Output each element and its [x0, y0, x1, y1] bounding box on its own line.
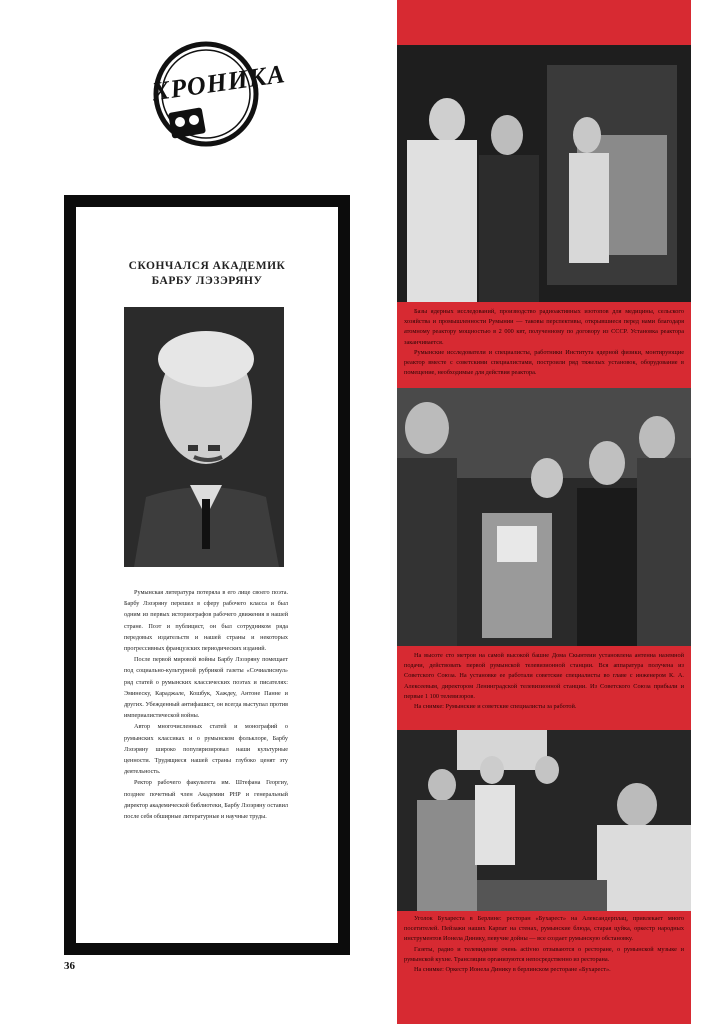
reactor-caption — [404, 307, 684, 378]
caption-paragraph: На снимке: Румынские и советские специалисты за работой. — [414, 703, 577, 711]
television-caption — [404, 651, 684, 712]
chronicle-title: ХРОНИКА — [150, 58, 288, 107]
obituary-paragraph: После первой мировой войны Барбу Лэзэряну помещает под социально-культурной рубрикой газеты «Сочиалисмул» ряд статей о румынских классических поэтах и писателях: Эминеску, Караджале, Кошбук, Хаждеу, Антоне Панне и других. Убежденный антифашист, он всегда выступал против империалистической войны. — [124, 656, 288, 720]
obituary-title-line1: СКОНЧАЛСЯ АКАДЕМИК — [128, 260, 286, 272]
obituary-paragraph: Автор многочисленных статей и монографий о румынских классиках и о румынском фольклоре, Барбу Лэзэряну широко популяризировал наши культурные ценности. Трудящиеся нашей страны глубоко ценят эту деятельность. — [124, 723, 288, 776]
restaurant-caption — [404, 914, 684, 975]
obituary-paragraph: Ректор рабочего факультета им. Штефана Георгиу, позднее почетный член Академии РНР и генеральный директор академической библиотеки, Барбу Лэзэряну оставил после себя обширные литературные и научные труды. — [124, 779, 288, 821]
caption-paragraph: Базы ядерных исследований, производство радиоактивных изотопов для медицины, сельского хозяйства и промышленности Румынии — таковы перспективы, открывшиеся перед нами благодаря атомному реактору мощностью в 2 000 квт, полученному по договору из СССР. Установка реактора заканчивается. — [404, 308, 684, 346]
caption-paragraph: Румынские исследователи и специалисты, работники Института ядерной физики, монтирующие реактор вместе с советскими специалистами, построили ряд тяжелых установок, оборудование в помещение, необходимые для действия реактора. — [404, 348, 684, 377]
obituary-panel — [76, 207, 338, 943]
obituary-frame — [64, 195, 350, 955]
obituary-title-line2: БАРБУ ЛЭЗЭРЯНУ — [151, 275, 263, 287]
caption-paragraph: Уголок Бухареста в Берлине: ресторан «Бухарест» на Александерплац, привлекает много посетителей. Пейзажи наших Карпат на стенах, румынские блюда, старая цуйка, оркестр народных инструментов Ионела Динику, певучие дойны — все создает румынскую обстановку. — [404, 915, 684, 943]
caption-paragraph: На снимке: Оркестр Ионела Динику в берлинском ресторане «Бухарест». — [414, 966, 611, 974]
obituary-title — [76, 259, 338, 289]
portrait-photo — [124, 307, 284, 567]
caption-paragraph: На высоте сто метров на самой высокой башне Дома Скынтеии установлена антенна наземной подачи, действовать первой румынской телевизионной станции. Вся аппаратура получена из Советского Союза. На установке ее работали советские специалисты во главе с инженером К. А. Алексеевым, директором Ленинградской телевизионной станции. Из Советского Союза прибыли и первые 1 100 телевизоров. — [404, 652, 684, 700]
page-number: 36 — [64, 960, 75, 972]
restaurant-photo — [397, 730, 691, 911]
obituary-text — [124, 587, 288, 822]
reactor-photo — [397, 45, 691, 302]
obituary-paragraph: Румынская литература потеряла в его лице своего поэта. Барбу Лэзэряну перешел в сферу рабочего класса и был одним из первых историографов рабочего движения в нашей стране. Поэт и публицист, он был сотрудником ряда передовых издательств и нашей страны и некоторых прогрессивных французских периодических изданий. — [124, 589, 288, 653]
television-photo — [397, 388, 691, 646]
caption-paragraph: Газеты, радио и телевидение очень activно отзываются о ресторане, о румынской музыке и румынской кухне. Трансляции организуются непосредственно из ресторана. — [404, 945, 684, 963]
